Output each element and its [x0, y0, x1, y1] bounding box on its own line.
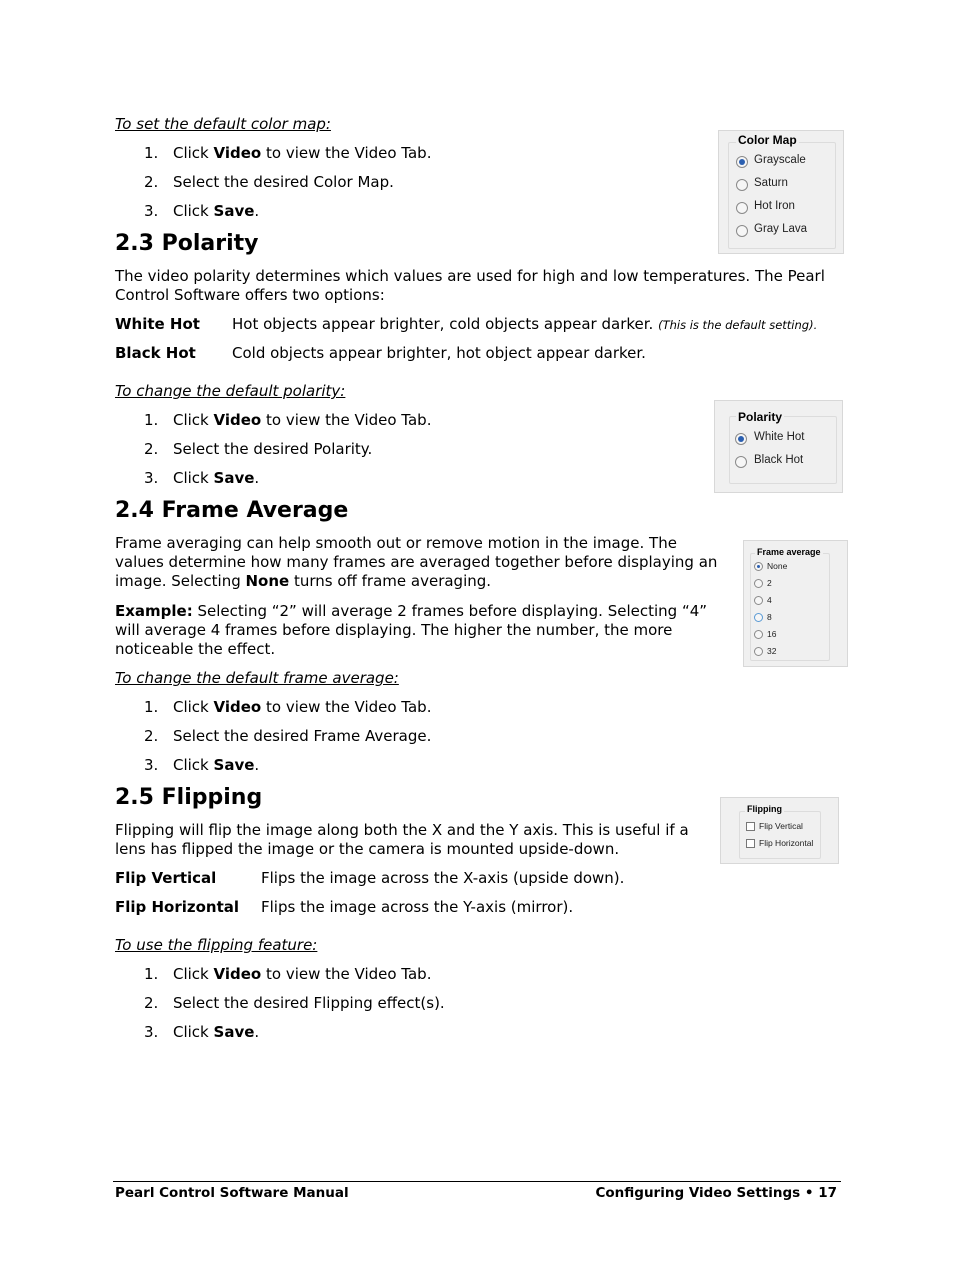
polarity-title: Polarity	[738, 410, 783, 424]
step-text: Click Save.	[173, 469, 260, 487]
step-text: Select the desired Polarity.	[173, 440, 373, 458]
step-text: Click Video to view the Video Tab.	[173, 698, 432, 716]
term-white-hot: White Hot	[115, 315, 200, 333]
footer-section-page: Configuring Video Settings • 17	[595, 1185, 837, 1201]
step-text: Click Save.	[173, 756, 260, 774]
option-black-hot-label: Black Hot	[754, 454, 804, 466]
radio-4[interactable]	[754, 596, 763, 605]
radio-saturn[interactable]	[736, 179, 748, 191]
term-black-hot: Black Hot	[115, 344, 196, 362]
flipping-title: Flipping	[747, 804, 782, 814]
footer-rule	[113, 1181, 841, 1182]
definition-flip-vertical: Flips the image across the X-axis (upside down).	[261, 869, 625, 887]
procedure-heading-polarity: To change the default polarity:	[115, 382, 346, 400]
radio-black-hot[interactable]	[735, 456, 747, 468]
option-flip-horizontal-label: Flip Horizontal	[759, 838, 814, 848]
radio-white-hot[interactable]	[735, 433, 747, 445]
step-number: 2.	[144, 173, 159, 191]
polarity-paragraph: The video polarity determines which values are used for high and low temperatures. The Pearl Control Software offers two options:	[115, 267, 825, 304]
option-none-label: None	[767, 561, 788, 571]
option-flip-vertical-label: Flip Vertical	[759, 821, 803, 831]
step-text: Select the desired Flipping effect(s).	[173, 994, 445, 1012]
frame-average-example: Example: Selecting “2” will average 2 frames before displaying. Selecting “4” will average 4 frames before displaying. The higher the number, the more noticeable the effect.	[115, 602, 708, 658]
flipping-group	[739, 811, 821, 859]
option-white-hot-label: White Hot	[754, 431, 805, 443]
default-setting-note: (This is the default setting).	[658, 318, 818, 332]
polarity-screenshot	[714, 400, 843, 493]
option-2-label: 2	[767, 578, 772, 588]
step-text: Click Video to view the Video Tab.	[173, 965, 432, 983]
procedure-heading-flipping: To use the flipping feature:	[115, 936, 318, 954]
option-8-label: 8	[767, 612, 772, 622]
radio-grayscale[interactable]	[736, 156, 748, 168]
section-heading-frame-average: 2.4 Frame Average	[115, 498, 349, 523]
step-number: 2.	[144, 727, 159, 745]
option-4-label: 4	[767, 595, 772, 605]
step-number: 1.	[144, 965, 159, 983]
step-text: Select the desired Color Map.	[173, 173, 394, 191]
term-flip-vertical: Flip Vertical	[115, 869, 217, 887]
flipping-paragraph: Flipping will flip the image along both the X and the Y axis. This is useful if a lens has flipped the image or the camera is mounted upside-down.	[115, 821, 689, 858]
option-16-label: 16	[767, 629, 777, 639]
radio-hot-iron[interactable]	[736, 202, 748, 214]
step-number: 3.	[144, 469, 159, 487]
procedure-heading-color-map: To set the default color map:	[115, 115, 331, 133]
checkbox-flip-vertical[interactable]	[746, 822, 755, 831]
frame-average-title: Frame average	[757, 547, 821, 557]
step-number: 3.	[144, 1023, 159, 1041]
radio-2[interactable]	[754, 579, 763, 588]
frame-average-screenshot	[743, 540, 848, 667]
checkbox-flip-horizontal[interactable]	[746, 839, 755, 848]
frame-average-paragraph: Frame averaging can help smooth out or remove motion in the image. The values determine how many frames are averaged together before displaying an image. Selecting None turns off frame averaging.	[115, 534, 718, 590]
color-map-title: Color Map	[738, 133, 797, 147]
term-flip-horizontal: Flip Horizontal	[115, 898, 240, 916]
step-text: Click Video to view the Video Tab.	[173, 411, 432, 429]
step-text: Click Save.	[173, 1023, 260, 1041]
option-grayscale-label: Grayscale	[754, 154, 806, 166]
step-number: 1.	[144, 144, 159, 162]
step-number: 2.	[144, 440, 159, 458]
radio-gray-lava[interactable]	[736, 225, 748, 237]
step-number: 3.	[144, 202, 159, 220]
procedure-heading-frame-average: To change the default frame average:	[115, 669, 399, 687]
step-number: 2.	[144, 994, 159, 1012]
step-number: 1.	[144, 698, 159, 716]
polarity-group	[729, 416, 837, 484]
definition-white-hot: Hot objects appear brighter, cold objects appear darker. (This is the default setting).	[232, 315, 818, 333]
definition-black-hot: Cold objects appear brighter, hot object appear darker.	[232, 344, 646, 362]
radio-8[interactable]	[754, 613, 763, 622]
section-heading-polarity: 2.3 Polarity	[115, 231, 259, 256]
definition-flip-horizontal: Flips the image across the Y-axis (mirror).	[261, 898, 574, 916]
option-32-label: 32	[767, 646, 777, 656]
flipping-screenshot	[720, 797, 839, 864]
step-text: Click Video to view the Video Tab.	[173, 144, 432, 162]
option-saturn-label: Saturn	[754, 177, 788, 189]
step-text: Click Save.	[173, 202, 260, 220]
option-gray-lava-label: Gray Lava	[754, 223, 808, 235]
color-map-screenshot	[718, 130, 844, 254]
step-text: Select the desired Frame Average.	[173, 727, 432, 745]
footer-manual-title: Pearl Control Software Manual	[115, 1185, 349, 1201]
option-hot-iron-label: Hot Iron	[754, 200, 795, 212]
step-number: 1.	[144, 411, 159, 429]
radio-32[interactable]	[754, 647, 763, 656]
radio-16[interactable]	[754, 630, 763, 639]
section-heading-flipping: 2.5 Flipping	[115, 785, 263, 810]
radio-none[interactable]	[754, 562, 763, 571]
step-number: 3.	[144, 756, 159, 774]
